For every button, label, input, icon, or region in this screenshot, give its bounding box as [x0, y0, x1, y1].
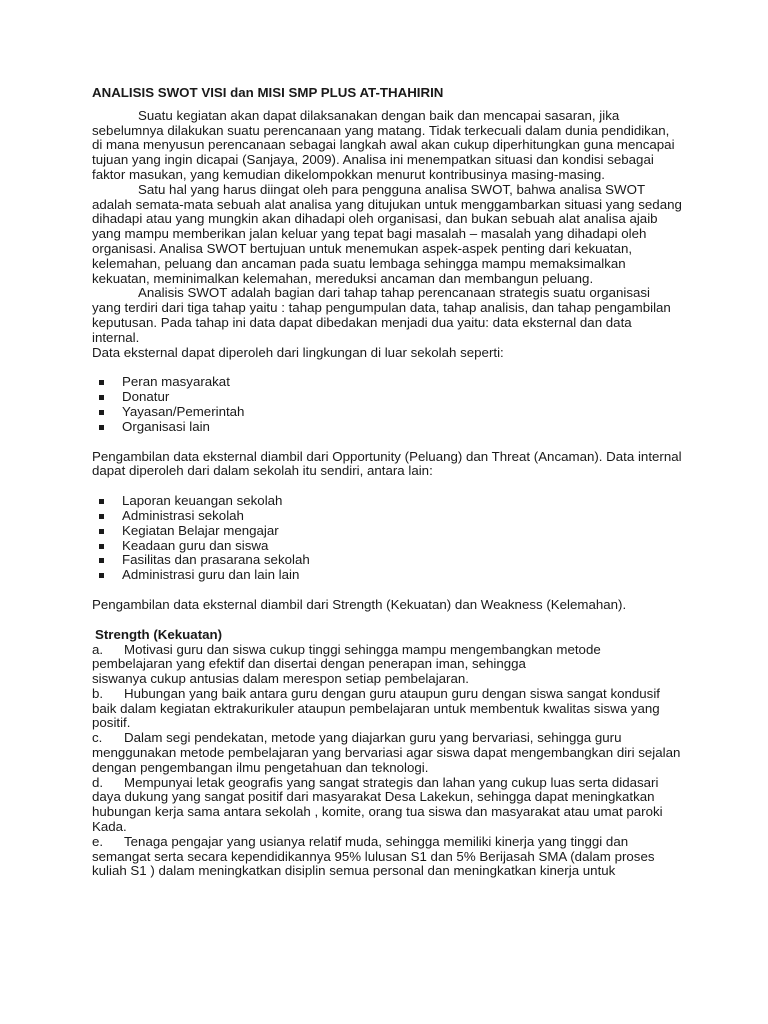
strength-item-d: d. Mempunyai letak geografis yang sangat strategis dan lahan yang cukup luas serta didasari daya dukung yang sangat positif dari masyarakat Desa Lakekun, sehingga dapat meningkatkan hubungan kerja sama antara sekolah , komite, orang tua siswa dan masyarakat atau umat paroki Kada. [92, 774, 663, 835]
paragraph-intro: Suatu kegiatan akan dapat dilaksanakan dengan baik dan mencapai sasaran, jika sebelumnya dilakukan suatu perencanaan yang matang. Tidak terkecuali dalam dunia pendidikan, di mana menyusun perencanaan sebagai langkah awal akan cukup diperhitungkan guna mencapai tujuan yang ingin dicapai (Sanjaya, 2009). Analisa ini menempatkan situasi dan kondisi sebagai faktor masukan, yang kemudian dikelompokkan menurut kontribusinya masing-masing. [92, 107, 675, 182]
bullet-icon [99, 380, 104, 385]
document-body [92, 86, 682, 879]
bullet-icon [99, 499, 104, 504]
external-data-intro: Data eksternal dapat diperoleh dari lingkungan di luar sekolah seperti: [92, 344, 504, 360]
list-item: Peran masyarakat [92, 375, 682, 390]
list-item: Keadaan guru dan siswa [92, 539, 682, 554]
list-item: Fasilitas dan prasarana sekolah [92, 553, 682, 568]
list-item: Organisasi lain [92, 420, 682, 435]
internal-data-note: Pengambilan data eksternal diambil dari Strength (Kekuatan) dan Weakness (Kelemahan). [92, 596, 627, 612]
internal-data-list [92, 494, 682, 583]
document-title: ANALISIS SWOT VISI dan MISI SMP PLUS AT-THAHIRIN [92, 85, 444, 100]
paragraph-swot-stages: Analisis SWOT adalah bagian dari tahap tahap perencanaan strategis suatu organisasi yang terdiri dari tiga tahap yaitu : tahap pengumpulan data, tahap analisis, dan tahap pengambilan keputusan. Pada tahap ini data dapat dibedakan menjadi dua yaitu: data eksternal dan data internal. [92, 285, 671, 345]
bullet-icon [99, 395, 104, 400]
strength-item-a: a. Motivasi guru dan siswa cukup tinggi sehingga mampu mengembangkan metode pembelajaran yang efektif dan disertai dengan penerapan iman, sehingga siswanya cukup antusias dalam merespon setiap pembelajaran. [92, 641, 601, 687]
strength-heading: Strength (Kekuatan) [95, 626, 223, 642]
external-data-note: Pengambilan data eksternal diambil dari Opportunity (Peluang) dan Threat (Ancaman). Data internal dapat diperoleh dari dalam sekolah itu sendiri, antara lain: [92, 448, 682, 479]
list-item: Yayasan/Pemerintah [92, 405, 682, 420]
list-item: Kegiatan Belajar mengajar [92, 524, 682, 539]
bullet-icon [99, 529, 104, 534]
external-data-list [92, 375, 682, 434]
strength-item-c: c. Dalam segi pendekatan, metode yang diajarkan guru yang bervariasi, sehingga guru menggunakan metode pembelajaran yang bervariasi agar siswa dapat mengembangkan diri sejalan dengan pengembangan ilmu pengetahuan dan teknologi. [92, 730, 681, 775]
bullet-icon [99, 558, 104, 563]
bullet-icon [99, 410, 104, 415]
list-item: Administrasi sekolah [92, 509, 682, 524]
bullet-icon [99, 425, 104, 430]
strength-item-b: b. Hubungan yang baik antara guru dengan guru ataupun guru dengan siswa sangat kondusif baik dalam kegiatan ektrakurikuler ataupun pembelajaran untuk membentuk kwalitas siswa yang positif. [92, 685, 660, 731]
strength-item-e: e. Tenaga pengajar yang usianya relatif muda, sehingga memiliki kinerja yang tinggi dan semangat serta secara kependidikannya 95% lulusan S1 dan 5% Berijasah SMA (dalam proses kuliah S1 ) dalam meningkatkan disiplin semua personal dan meningkatkan kinerja untuk [92, 833, 655, 879]
bullet-icon [99, 544, 104, 549]
list-item: Donatur [92, 390, 682, 405]
list-item: Administrasi guru dan lain lain [92, 568, 682, 583]
bullet-icon [99, 514, 104, 519]
paragraph-swot-tool: Satu hal yang harus diingat oleh para pengguna analisa SWOT, bahwa analisa SWOT adalah semata-mata sebuah alat analisa yang ditujukan untuk menggambarkan situasi yang sedang dihadapi atau yang mungkin akan dihadapi oleh organisasi, dan bukan sebuah alat analisa ajaib yang mampu memberikan jalan keluar yang tepat bagi masalah – masalah yang dihadapi oleh organisasi. Analisa SWOT bertujuan untuk menemukan aspek-aspek penting dari kekuatan, kelemahan, peluang dan ancaman pada suatu lembaga sehingga mampu memaksimalkan kekuatan, meminimalkan kelemahan, mereduksi ancaman dan membangun peluang. [92, 181, 682, 286]
list-item: Laporan keuangan sekolah [92, 494, 682, 509]
bullet-icon [99, 573, 104, 578]
